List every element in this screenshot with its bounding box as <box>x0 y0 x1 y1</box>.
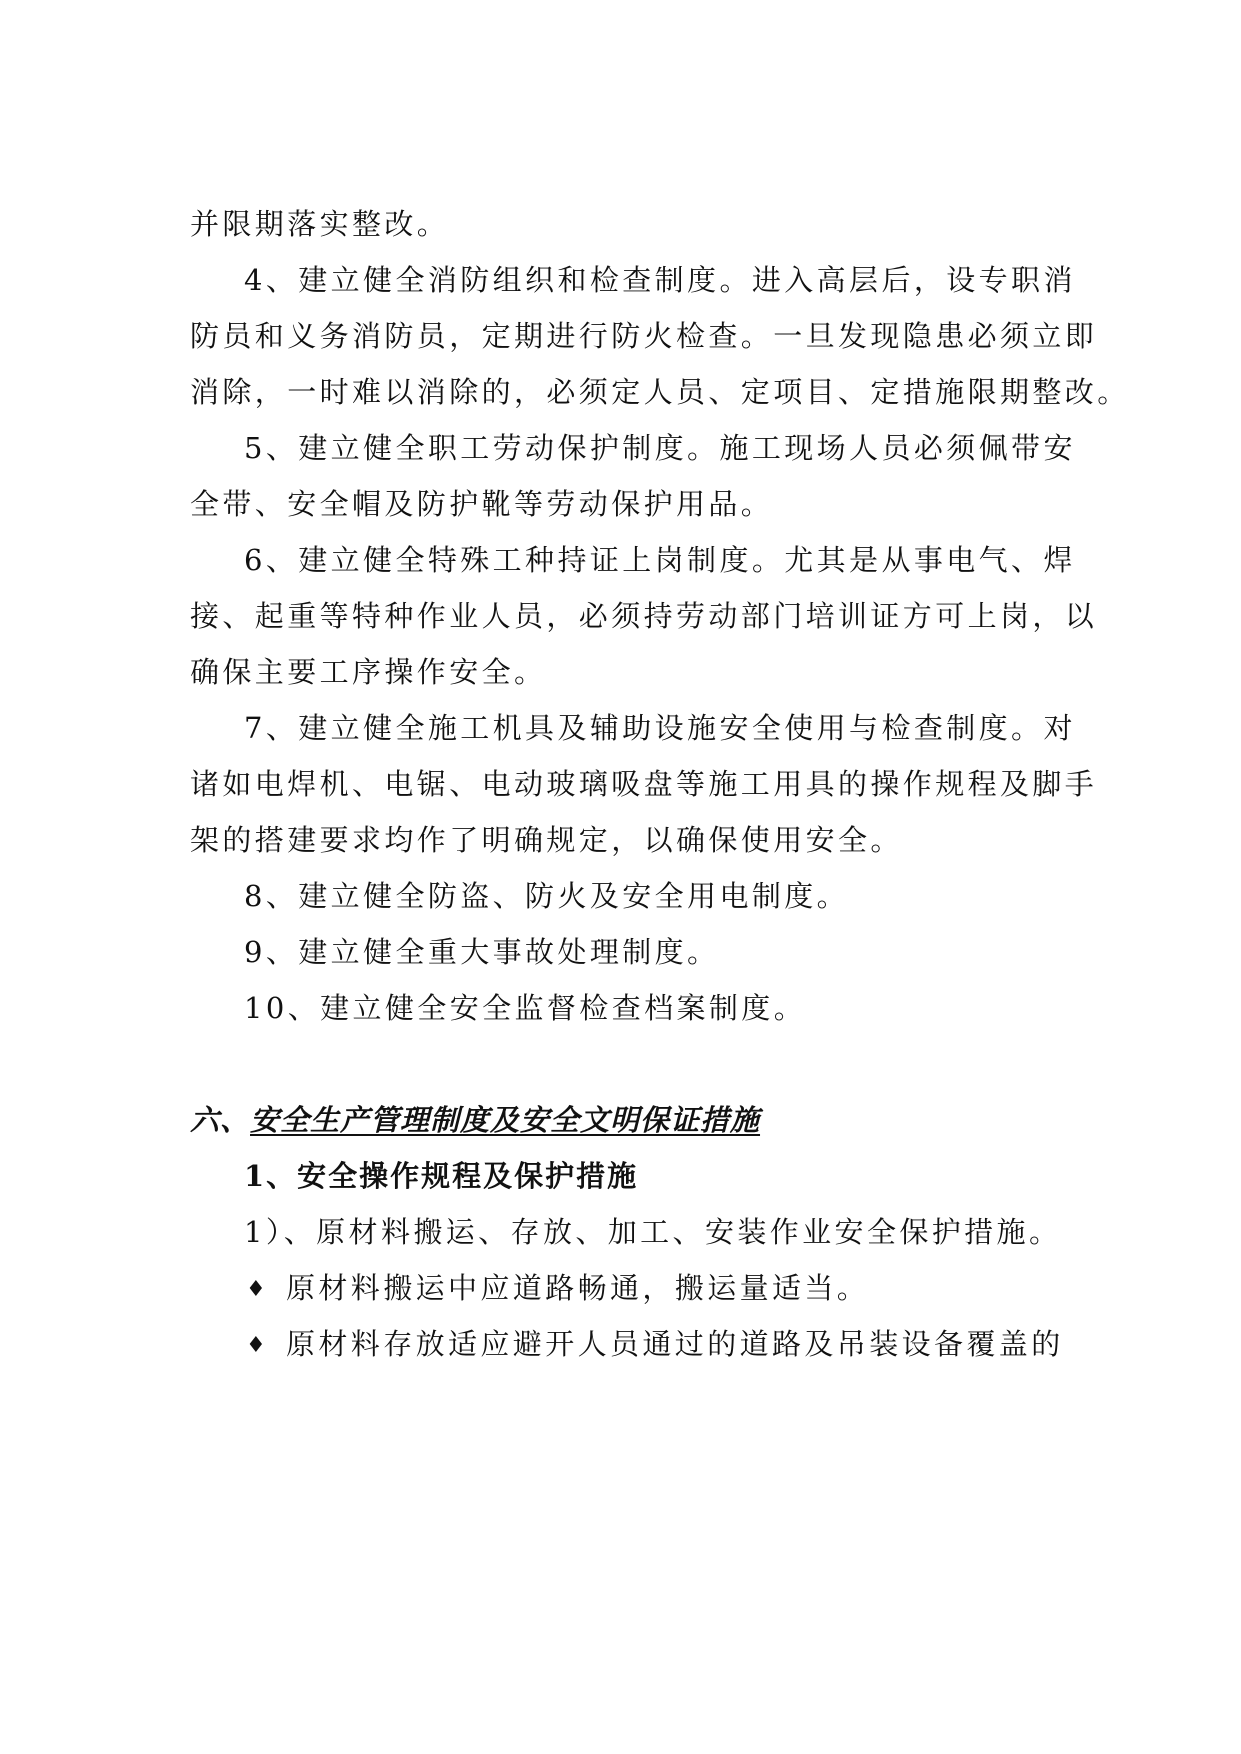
paragraph-line: 确保主要工序操作安全。 <box>190 655 547 689</box>
section-number: 六、 <box>190 1103 251 1137</box>
paragraph-line: 7、建立健全施工机具及辅助设施安全使用与检查制度。对 <box>244 711 1076 745</box>
paragraph-line: 架的搭建要求均作了明确规定，以确保使用安全。 <box>190 823 903 857</box>
section-heading <box>190 1100 760 1140</box>
diamond-bullet-icon: ♦ <box>246 1277 270 1302</box>
bullet-text: 原材料存放适应避开人员通过的道路及吊装设备覆盖的 <box>286 1327 1064 1361</box>
paragraph-line: 5、建立健全职工劳动保护制度。施工现场人员必须佩带安 <box>244 431 1076 465</box>
section-title: 安全生产管理制度及安全文明保证措施 <box>250 1103 761 1137</box>
paragraph-line: 并限期落实整改。 <box>190 207 450 241</box>
paragraph-line: 9、建立健全重大事故处理制度。 <box>244 935 720 969</box>
subsection-heading: 1、安全操作规程及保护措施 <box>244 1159 639 1193</box>
bullet-text: 原材料搬运中应道路畅通，搬运量适当。 <box>286 1271 870 1305</box>
paragraph-line: 4、建立健全消防组织和检查制度。进入高层后，设专职消 <box>244 263 1076 297</box>
paragraph-line: 接、起重等特种作业人员，必须持劳动部门培训证方可上岗，以 <box>190 599 1098 633</box>
paragraph-line: 8、建立健全防盗、防火及安全用电制度。 <box>244 879 850 913</box>
paragraph-line: 防员和义务消防员，定期进行防火检查。一旦发现隐患必须立即 <box>190 319 1098 353</box>
paragraph-line: 10、建立健全安全监督检查档案制度。 <box>244 991 807 1025</box>
diamond-bullet-icon: ♦ <box>246 1333 270 1358</box>
paragraph-line: 诸如电焊机、电锯、电动玻璃吸盘等施工用具的操作规程及脚手 <box>190 767 1098 801</box>
paragraph-line: 消除，一时难以消除的，必须定人员、定项目、定措施限期整改。 <box>190 375 1130 409</box>
bullet-item <box>246 1268 869 1310</box>
paragraph-line: 6、建立健全特殊工种持证上岗制度。尤其是从事电气、焊 <box>244 543 1076 577</box>
paragraph-line: 全带、安全帽及防护靴等劳动保护用品。 <box>190 487 774 521</box>
item-title: 1）、原材料搬运、存放、加工、安装作业安全保护措施。 <box>244 1215 1062 1249</box>
bullet-item <box>246 1324 1064 1366</box>
